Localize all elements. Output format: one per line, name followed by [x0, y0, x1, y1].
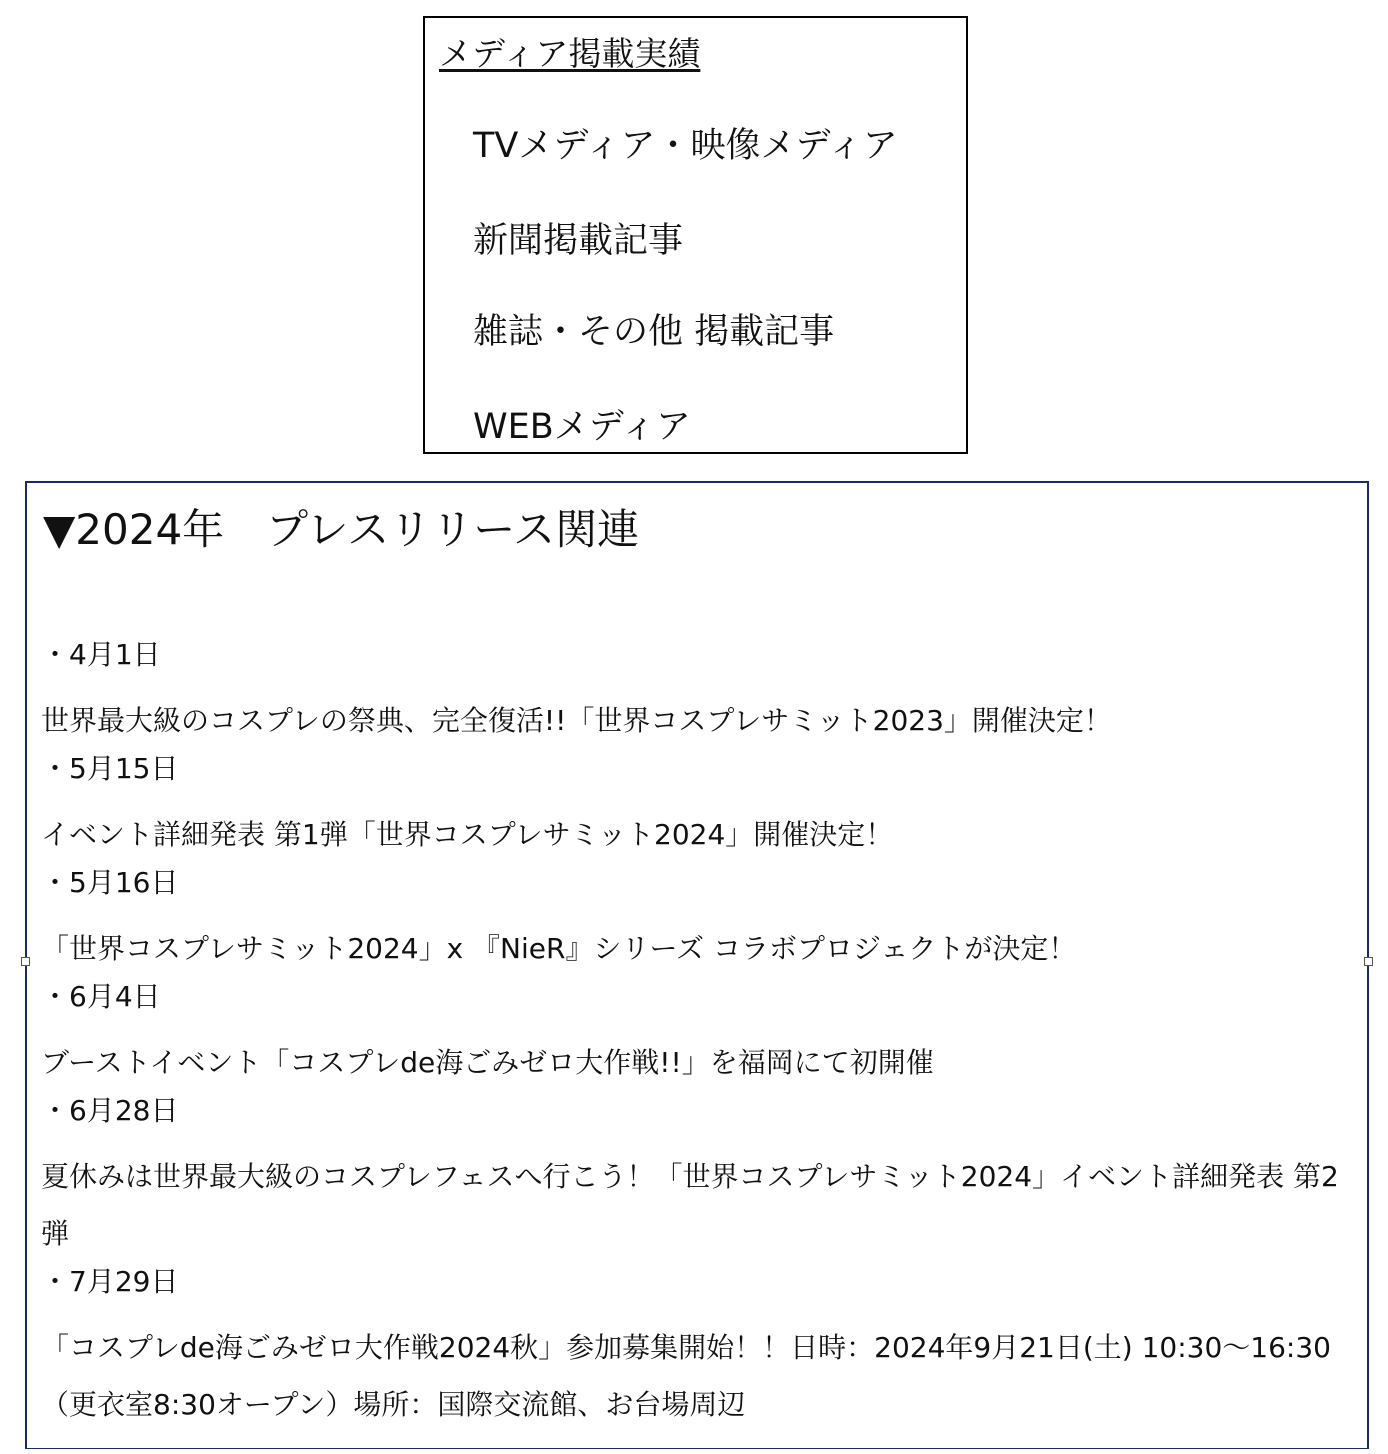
media-link-web[interactable]: WEBメディア	[473, 407, 691, 447]
press-date: ・5月16日	[41, 866, 179, 899]
press-date: ・5月15日	[41, 752, 179, 785]
press-link[interactable]: 「コスプレde海ごみゼロ大作戦2024秋」参加募集開始！！日時：2024年9月21日(土) 10:30〜16:30（更衣室8:30オープン）場所：国際交流館、お台場周辺	[41, 1331, 1331, 1421]
press-link[interactable]: ブーストイベント「コスプレde海ごみゼロ大作戦!!」を福岡にて初開催	[41, 1046, 934, 1079]
press-link[interactable]: イベント詳細発表 第1弾「世界コスプレサミット2024」開催決定！	[41, 818, 894, 851]
media-coverage-title: メディア掲載実績	[439, 34, 701, 73]
press-link[interactable]: 夏休みは世界最大級のコスプレフェスへ行こう！「世界コスプレサミット2024」イベント詳細発表 第2弾	[41, 1160, 1339, 1250]
press-list	[41, 635, 1359, 1433]
media-link-magazine[interactable]: 雑誌・その他 掲載記事	[473, 312, 835, 352]
press-date: ・6月4日	[41, 980, 161, 1013]
press-date: ・6月28日	[41, 1094, 179, 1127]
press-release-box[interactable]	[25, 481, 1369, 1449]
resize-handle-right[interactable]	[1364, 957, 1373, 966]
media-coverage-box	[423, 16, 968, 454]
press-date: ・7月29日	[41, 1265, 179, 1298]
media-link-newspaper[interactable]: 新聞掲載記事	[473, 221, 684, 261]
press-link[interactable]: 世界最大級のコスプレの祭典、完全復活!!「世界コスプレサミット2023」開催決定！	[41, 704, 1112, 737]
media-link-tv[interactable]: TVメディア・映像メディア	[473, 126, 898, 166]
press-link[interactable]: 「世界コスプレサミット2024」x 『NieR』シリーズ コラボプロジェクトが決定！	[41, 932, 1077, 965]
press-heading: ▼2024年 プレスリリース関連	[43, 505, 640, 554]
resize-handle-left[interactable]	[21, 957, 30, 966]
press-date: ・4月1日	[41, 638, 161, 671]
